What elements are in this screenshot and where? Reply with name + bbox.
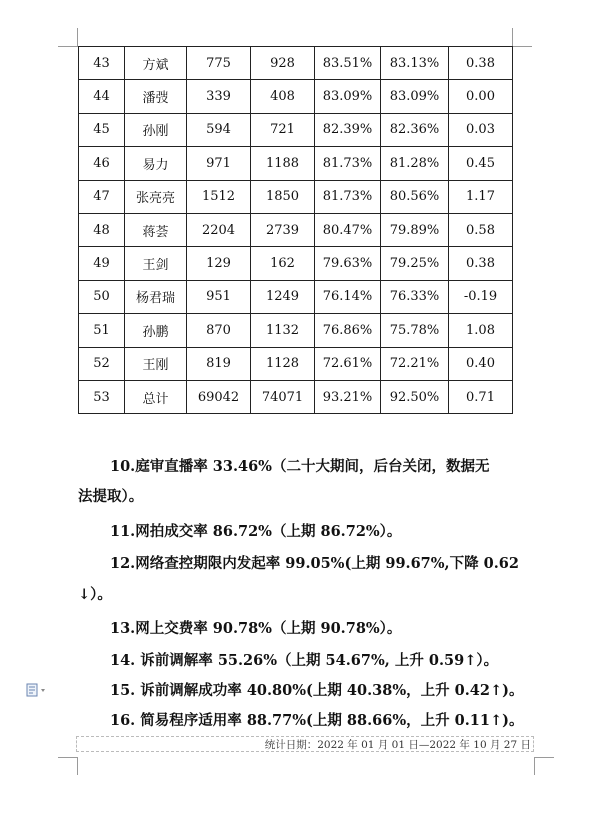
count-a-cell: 69042: [187, 380, 251, 413]
change-cell: 1.08: [449, 314, 513, 347]
change-cell: 0.45: [449, 147, 513, 180]
change-cell: 1.17: [449, 180, 513, 213]
name-cell: 杨君瑞: [125, 280, 187, 313]
rate-current-cell: 93.21%: [315, 380, 381, 413]
change-cell: 0.71: [449, 380, 513, 413]
crop-mark-bottom-right-v: [534, 757, 535, 775]
table-row: [79, 247, 513, 280]
name-cell: 蒋荟: [125, 213, 187, 246]
count-b-cell: 74071: [251, 380, 315, 413]
count-b-cell: 408: [251, 80, 315, 113]
row-number-cell: 51: [79, 314, 125, 347]
footer-stat-date: 统计日期：2022 年 01 月 01 日—2022 年 10 月 27 日: [76, 736, 534, 752]
change-cell: 0.58: [449, 213, 513, 246]
rate-previous-cell: 92.50%: [381, 380, 449, 413]
rate-previous-cell: 76.33%: [381, 280, 449, 313]
crop-mark-bottom-left-v: [77, 757, 78, 775]
count-b-cell: 1128: [251, 347, 315, 380]
row-number-cell: 46: [79, 147, 125, 180]
table-row: [79, 147, 513, 180]
paragraph-10-line-1: 10.庭审直播率 33.46%（二十大期间，后台关闭，数据无: [110, 458, 490, 475]
rate-previous-cell: 80.56%: [381, 180, 449, 213]
name-cell: 孙鹏: [125, 314, 187, 347]
name-cell: 王剑: [125, 247, 187, 280]
count-b-cell: 1249: [251, 280, 315, 313]
paragraph-12-line-2: ↓）。: [78, 586, 112, 603]
table-row: [79, 80, 513, 113]
count-b-cell: 2739: [251, 213, 315, 246]
paragraph-15: 15. 诉前调解成功率 40.80%(上期 40.38%，上升 0.42↑)。: [110, 682, 524, 699]
rate-previous-cell: 82.36%: [381, 113, 449, 146]
rate-current-cell: 76.14%: [315, 280, 381, 313]
rate-previous-cell: 72.21%: [381, 347, 449, 380]
name-cell: 王刚: [125, 347, 187, 380]
change-cell: 0.03: [449, 113, 513, 146]
count-a-cell: 819: [187, 347, 251, 380]
paragraph-10-line-2: 法提取）。: [78, 488, 144, 505]
rate-current-cell: 82.39%: [315, 113, 381, 146]
table-row: [79, 180, 513, 213]
rate-previous-cell: 81.28%: [381, 147, 449, 180]
rate-current-cell: 72.61%: [315, 347, 381, 380]
table-row: [79, 47, 513, 80]
table-row: [79, 314, 513, 347]
count-b-cell: 1188: [251, 147, 315, 180]
name-cell: 孙刚: [125, 113, 187, 146]
count-b-cell: 162: [251, 247, 315, 280]
rate-current-cell: 81.73%: [315, 147, 381, 180]
crop-mark-top-right-h: [512, 46, 532, 47]
paragraph-14: 14. 诉前调解率 55.26%（上期 54.67%, 上升 0.59↑）。: [110, 652, 499, 669]
rate-previous-cell: 79.89%: [381, 213, 449, 246]
change-cell: -0.19: [449, 280, 513, 313]
table-row: [79, 213, 513, 246]
table-row: [79, 347, 513, 380]
name-cell: 总计: [125, 380, 187, 413]
rate-current-cell: 83.09%: [315, 80, 381, 113]
row-number-cell: 47: [79, 180, 125, 213]
statistics-table: [78, 46, 513, 414]
row-number-cell: 50: [79, 280, 125, 313]
rate-previous-cell: 79.25%: [381, 247, 449, 280]
rate-current-cell: 80.47%: [315, 213, 381, 246]
table-row: [79, 113, 513, 146]
rate-current-cell: 76.86%: [315, 314, 381, 347]
rate-current-cell: 83.51%: [315, 47, 381, 80]
count-a-cell: 594: [187, 113, 251, 146]
paragraph-11: 11.网拍成交率 86.72%（上期 86.72%）。: [110, 523, 402, 540]
name-cell: 潘弢: [125, 80, 187, 113]
change-cell: 0.38: [449, 247, 513, 280]
count-a-cell: 129: [187, 247, 251, 280]
change-cell: 0.00: [449, 80, 513, 113]
count-a-cell: 775: [187, 47, 251, 80]
table-row: [79, 380, 513, 413]
count-b-cell: 1132: [251, 314, 315, 347]
row-number-cell: 48: [79, 213, 125, 246]
row-number-cell: 49: [79, 247, 125, 280]
crop-mark-bottom-right-h: [534, 757, 554, 758]
paragraph-12-line-1: 12.网络查控期限内发起率 99.05%(上期 99.67%,下降 0.62: [110, 555, 519, 572]
count-b-cell: 721: [251, 113, 315, 146]
name-cell: 易力: [125, 147, 187, 180]
row-number-cell: 53: [79, 380, 125, 413]
row-number-cell: 52: [79, 347, 125, 380]
crop-mark-top-right-v: [512, 28, 513, 46]
change-cell: 0.40: [449, 347, 513, 380]
table-row: [79, 280, 513, 313]
count-a-cell: 951: [187, 280, 251, 313]
count-a-cell: 2204: [187, 213, 251, 246]
paragraph-13: 13.网上交费率 90.78%（上期 90.78%）。: [110, 620, 402, 637]
rate-previous-cell: 83.13%: [381, 47, 449, 80]
count-a-cell: 870: [187, 314, 251, 347]
paragraph-16: 16. 简易程序适用率 88.77%(上期 88.66%，上升 0.11↑)。: [110, 712, 524, 729]
count-a-cell: 1512: [187, 180, 251, 213]
count-a-cell: 339: [187, 80, 251, 113]
name-cell: 方斌: [125, 47, 187, 80]
count-b-cell: 928: [251, 47, 315, 80]
row-number-cell: 44: [79, 80, 125, 113]
row-number-cell: 43: [79, 47, 125, 80]
count-a-cell: 971: [187, 147, 251, 180]
document-options-icon[interactable]: [26, 682, 48, 696]
rate-current-cell: 81.73%: [315, 180, 381, 213]
rate-previous-cell: 75.78%: [381, 314, 449, 347]
change-cell: 0.38: [449, 47, 513, 80]
name-cell: 张亮亮: [125, 180, 187, 213]
rate-current-cell: 79.63%: [315, 247, 381, 280]
count-b-cell: 1850: [251, 180, 315, 213]
crop-mark-top-left-h: [58, 46, 78, 47]
crop-mark-top-left-v: [77, 28, 78, 46]
crop-mark-bottom-left-h: [58, 757, 78, 758]
statistics-table-body: [79, 47, 513, 414]
rate-previous-cell: 83.09%: [381, 80, 449, 113]
row-number-cell: 45: [79, 113, 125, 146]
